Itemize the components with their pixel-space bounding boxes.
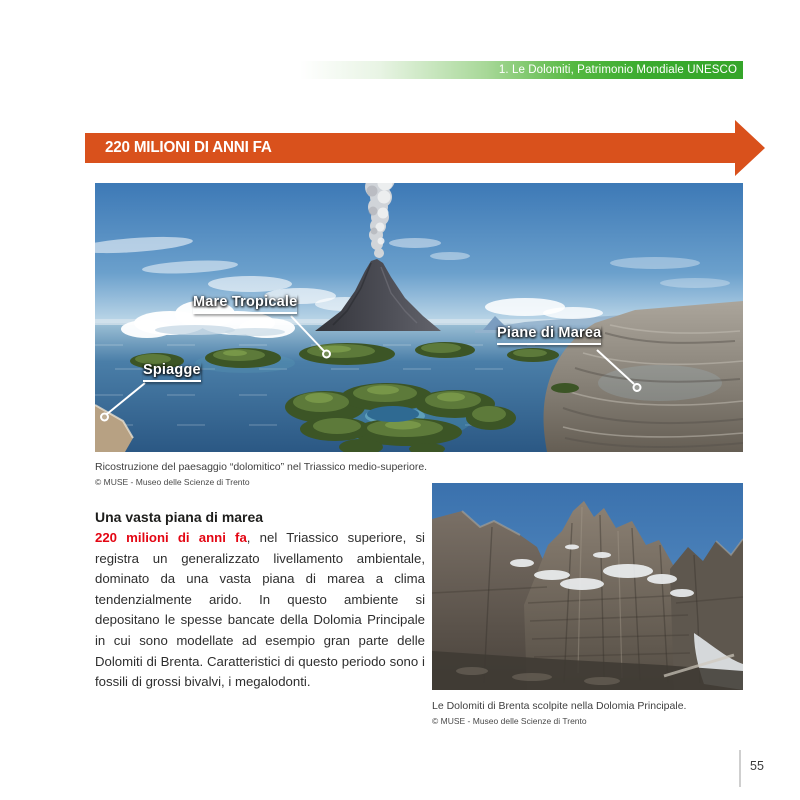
photo-caption-block xyxy=(432,700,752,727)
label-mare-tropicale: Mare Tropicale xyxy=(193,294,297,314)
page-number: 55 xyxy=(750,759,764,773)
chapter-title: 1. Le Dolomiti, Patrimonio Mondiale UNESCO xyxy=(498,64,737,76)
photo-caption: Le Dolomiti di Brenta scolpite nella Dolomia Principale. xyxy=(432,700,687,712)
banner-title: 220 MILIONI DI ANNI FA xyxy=(105,139,272,156)
mountain-photo-graphic xyxy=(432,483,743,690)
paleo-landscape-illustration xyxy=(95,183,743,452)
label-spiagge: Spiagge xyxy=(143,362,201,382)
paleo-scene-graphic xyxy=(95,183,743,452)
article-lead-phrase: 220 milioni di anni fa xyxy=(95,530,247,545)
photo-credit: © MUSE - Museo delle Scienze di Trento xyxy=(432,716,587,726)
marker-piane-di-marea xyxy=(634,384,641,391)
article-heading: Una vasta piana di marea xyxy=(95,509,264,525)
article-paragraph xyxy=(95,528,425,693)
timeline-arrow-banner xyxy=(85,120,765,176)
folio xyxy=(739,750,764,787)
marker-spiagge xyxy=(101,414,108,421)
label-piane-di-marea: Piane di Marea xyxy=(497,325,601,345)
article-body-text: , nel Triassico superiore, si registra un generalizzato livellamento ambientale, dominato da una vasta piana di marea a clima tendenzialmente arido. In questo ambiente si depositano le spesse bancate della Dolomia Principale in cui sono modellate ad esempio gran parte delle Dolomiti di Brenta. Caratteristici di questo periodo sono i fossili di grossi bivalvi, i megalodonti. xyxy=(95,530,425,690)
marker-mare-tropicale xyxy=(323,351,330,358)
illustration-caption: Ricostruzione del paesaggio “dolomitico” nel Triassico medio-superiore. xyxy=(95,461,428,473)
dolomites-photo xyxy=(432,483,743,690)
chapter-header-bar xyxy=(300,61,743,79)
illustration-credit: © MUSE - Museo delle Scienze di Trento xyxy=(95,477,250,487)
article-column xyxy=(95,509,425,693)
